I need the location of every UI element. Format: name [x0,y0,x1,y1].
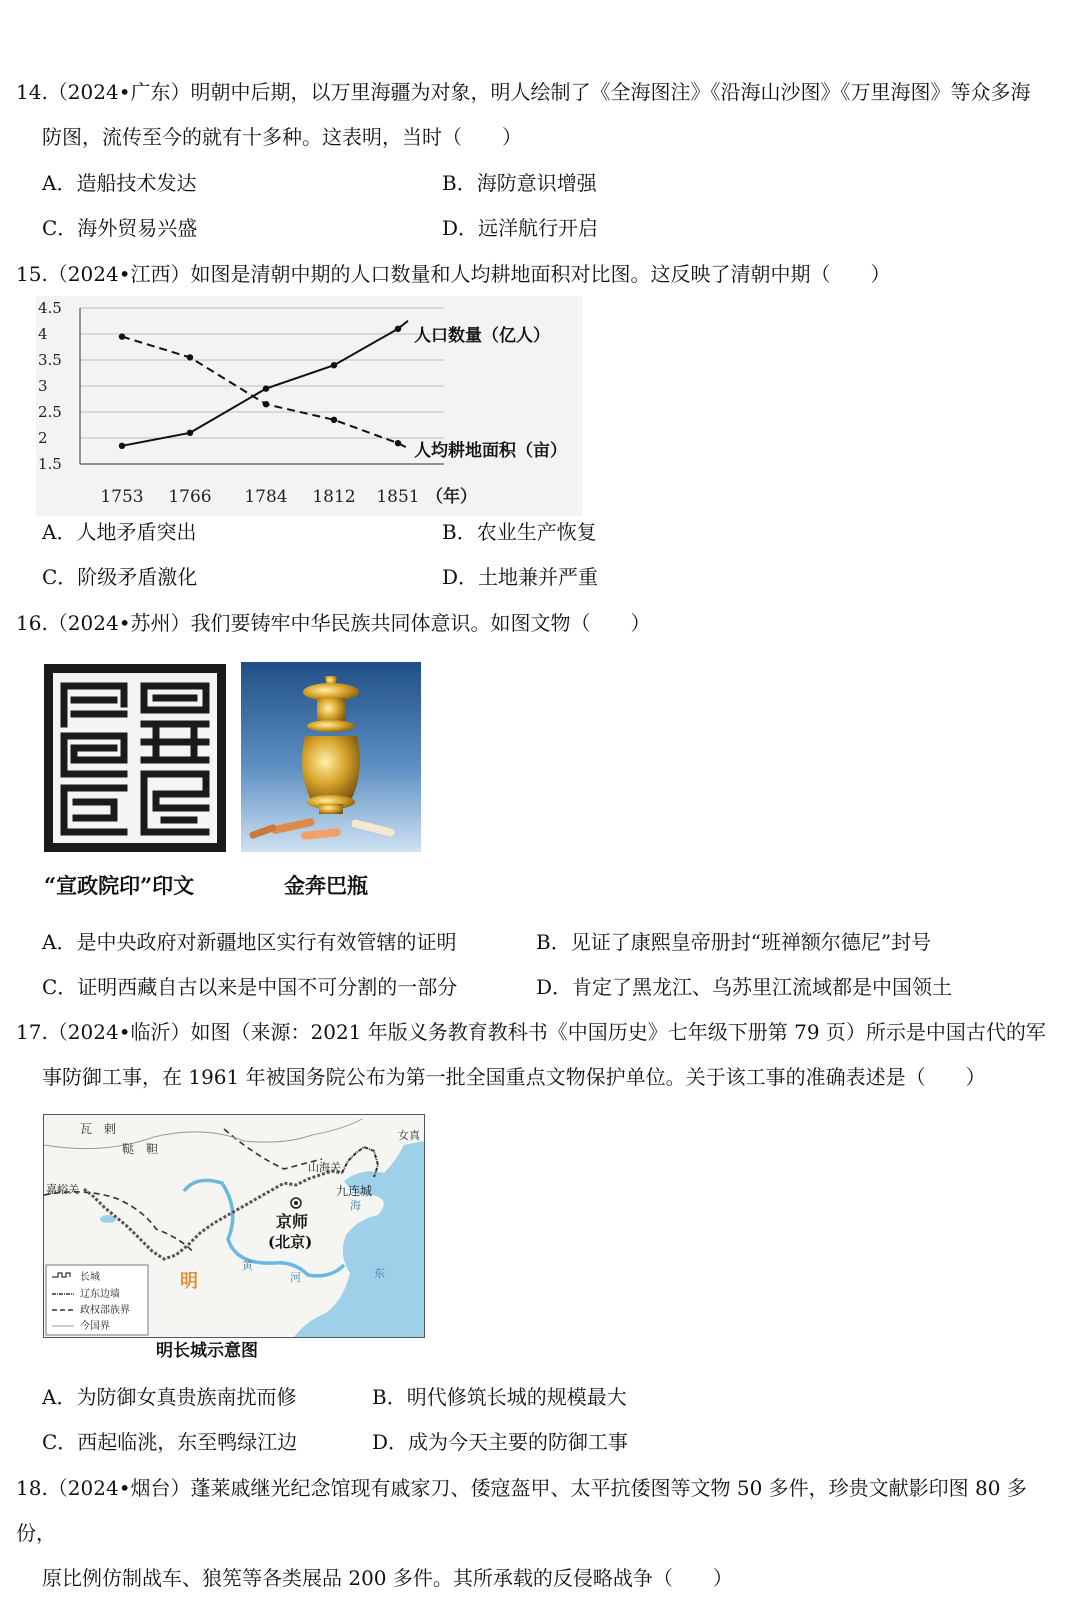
seal-impression-icon [44,664,226,852]
label-jiayuguan: 嘉峪关 [46,1183,79,1196]
y-tick-label: 1.5 [38,455,62,473]
question-17-line2: 事防御工事，在 1961 年被国务院公布为第一批全国重点文物保护单位。关于该工事的准确表述是（ ） [42,1065,986,1089]
question-17-line1: 17.（2024•临沂）如图（来源：2021 年版义务教育教科书《中国历史》七年级下册第 79 页）所示是中国古代的军 [16,1020,1046,1044]
series-label: 人口数量（亿人） [414,326,550,346]
data-point [331,362,337,368]
data-point [263,401,269,407]
question-18-line1: 18.（2024•烟台）蓬莱戚继光纪念馆现有戚家刀、倭寇盔甲、太平抗倭图等文物 50 多件，珍贵文献影印图 80 多份， [16,1476,1027,1545]
question-14-line1: 14.（2024•广东）明朝中后期，以万里海疆为对象，明人绘制了《全海图注》《沿海山沙图》《万里海图》等众多海 [16,80,1031,104]
x-tick-label: 1812 [312,487,356,507]
population-farmland-chart [36,296,582,516]
series-line-farmland [122,337,410,450]
question-15 [16,252,1066,297]
legend-liaodong: 辽东边墙 [80,1289,120,1300]
ming-great-wall-map [43,1114,425,1338]
x-axis-unit: （年） [426,487,477,507]
label-he: 河 [290,1271,301,1284]
y-tick-label: 3 [38,377,48,395]
y-tick-label: 2.5 [38,403,62,421]
chart-svg [36,296,582,516]
vase-caption: 金奔巴瓶 [284,873,368,898]
label-wala: 瓦 剌 [80,1122,117,1136]
data-point [395,440,401,446]
y-tick-label: 4.5 [38,299,62,317]
y-tick-label: 2 [38,429,48,447]
q17-option-a[interactable]: A．为防御女真贵族南扰而修 [42,1385,297,1409]
q16-option-c[interactable]: C．证明西藏自古以来是中国不可分割的一部分 [42,975,458,999]
data-point [187,430,193,436]
label-jingshi: 京师 [276,1212,309,1231]
label-ming: 明 [180,1271,198,1292]
label-dong: 东 [374,1267,385,1280]
q15-option-b[interactable]: B．农业生产恢复 [442,520,597,544]
q16-option-b[interactable]: B．见证了康熙皇帝册封“班禅额尔德尼”封号 [536,930,932,954]
legend-border: 政权部族界 [80,1305,130,1316]
question-17 [16,1010,1066,1100]
x-tick-label: 1784 [244,487,288,507]
q15-option-a[interactable]: A．人地矛盾突出 [42,520,197,544]
golden-vase-icon [241,662,421,852]
series-label: 人均耕地面积（亩） [414,441,567,461]
label-nvzhen: 女真 [398,1129,420,1142]
map-caption: 明长城示意图 [156,1341,258,1361]
data-point [187,354,193,360]
question-14-line2: 防图，流传至今的就有十多种。这表明，当时（ ） [42,125,522,149]
label-dada: 鞑 靼 [122,1142,159,1156]
q14-option-c[interactable]: C．海外贸易兴盛 [42,216,198,240]
y-tick-label: 4 [38,325,48,343]
q17-option-d[interactable]: D．成为今天主要的防御工事 [372,1430,629,1454]
data-point [119,333,125,339]
q14-option-a[interactable]: A．造船技术发达 [42,171,197,195]
map-svg [44,1115,424,1337]
q17-option-b[interactable]: B．明代修筑长城的规模最大 [372,1385,627,1409]
data-point [263,385,269,391]
x-tick-label: 1753 [100,487,144,507]
data-point [331,417,337,423]
legend-great-wall: 长城 [80,1272,100,1283]
label-hai: 海 [350,1199,361,1212]
question-16 [16,601,1066,646]
question-14 [16,70,1066,160]
vase-image [241,662,421,852]
seal-caption: “宣政院印”印文 [44,873,195,898]
y-tick-label: 3.5 [38,351,62,369]
x-tick-label: 1851 [376,487,420,507]
question-16-stem: 16.（2024•苏州）我们要铸牢中华民族共同体意识。如图文物（ ） [16,611,651,635]
question-18-line2: 原比例仿制战车、狼筅等各类展品 200 多件。其所承载的反侵略战争（ ） [42,1566,733,1590]
question-15-stem: 15.（2024•江西）如图是清朝中期的人口数量和人均耕地面积对比图。这反映了清朝中期（ ） [16,262,891,286]
label-huang: 黄 [242,1259,253,1272]
q17-option-c[interactable]: C．西起临洮，东至鸭绿江边 [42,1430,298,1454]
data-point [395,326,401,332]
q15-option-d[interactable]: D．土地兼并严重 [442,565,599,589]
seal-image [44,664,226,852]
legend-modern-border: 今国界 [80,1321,110,1332]
q14-option-b[interactable]: B．海防意识增强 [442,171,597,195]
question-18 [16,1466,1066,1601]
label-beijing: (北京) [268,1233,313,1251]
series-line-population [122,321,408,446]
q14-option-d[interactable]: D．远洋航行开启 [442,216,599,240]
q16-option-a[interactable]: A．是中央政府对新疆地区实行有效管辖的证明 [42,930,457,954]
label-shanhaiguan: 山海关 [308,1161,341,1174]
data-point [119,443,125,449]
x-tick-label: 1766 [168,487,212,507]
q16-option-d[interactable]: D．肯定了黑龙江、乌苏里江流域都是中国领土 [536,975,953,999]
q15-option-c[interactable]: C．阶级矛盾激化 [42,565,198,589]
label-jiuliancheng: 九连城 [336,1184,373,1198]
